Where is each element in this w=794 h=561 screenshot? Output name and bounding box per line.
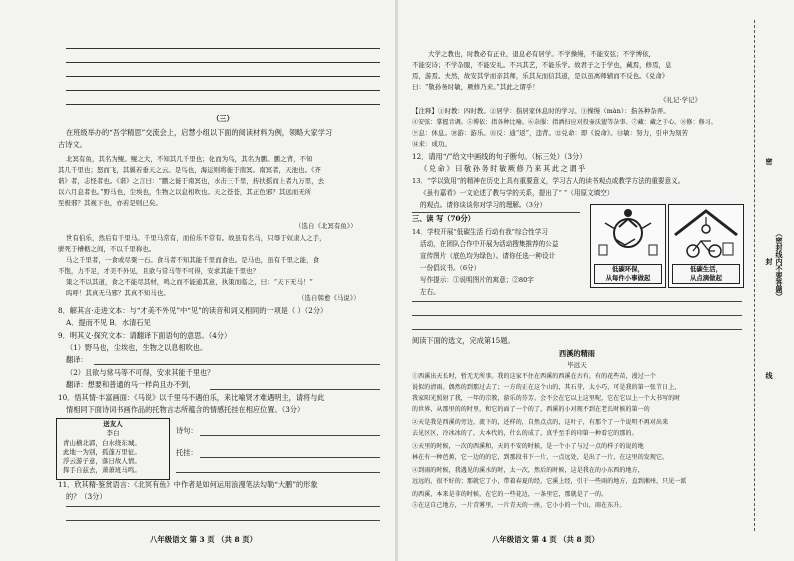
- question-12-sentence: 《兑命》曰敬孙务时敏厥修乃来其此之谓乎: [420, 164, 587, 173]
- answer-line[interactable]: [412, 301, 742, 302]
- answer-line[interactable]: [210, 389, 380, 390]
- top-passage-line: 不能安诗；不学杂服，不能安礼。不兴其艺，不能乐学。故君子之于学也，藏焉，修焉，息: [412, 61, 672, 69]
- section-heading: （三）: [212, 114, 234, 123]
- answer-line: [66, 104, 380, 105]
- poem-box: [56, 418, 170, 480]
- top-passage-line: 曰：“敬孙务时敏，厥修乃来。”其此之谓乎！: [412, 83, 539, 91]
- question-8: 8．解其言·走进文本：与“才美不外见”中“见”的读音和词义相同的一项是（ ）（2分）: [58, 306, 328, 315]
- notes-line: ④安弦：掌握音调。⑤博依：指各种比喻。⑥杂服：指洒扫应对投壶沃盥等杂事。⑦藏：藏之于心。⑧修：修习。: [412, 119, 718, 126]
- question-11-line: 的？（3分）: [66, 492, 107, 501]
- essay-author: 毕远天: [567, 361, 587, 369]
- poem-author: 李白: [106, 429, 120, 437]
- question-14-line: 一份倡议书。（6分）: [420, 264, 481, 272]
- seal-notice: （密封线内不要答题）: [775, 230, 784, 300]
- reading-prompt: 阅读下面的选文，完成第15题。: [412, 336, 515, 345]
- poster-caption-text: 低碳环保， 从每件小事做起: [605, 265, 651, 282]
- question-14-line: 活动，在团队合作中开展为活动搜集推荐的公益: [420, 240, 559, 248]
- poster-recycle: [590, 204, 666, 288]
- poster-house: [668, 204, 744, 288]
- essay-line: 的西溪，本来是非的时候，在它的一些花边，一条里它，那就是了一的。: [412, 491, 608, 498]
- binding-strip: [744, 0, 794, 561]
- question-14-line: 宣传图片（底色均为绿色）。请你任选一种设计: [420, 252, 556, 260]
- question-14-line: 写作提示：①说明图片的寓意；②80字: [420, 276, 534, 284]
- intro-line: 古诗文。: [58, 140, 87, 149]
- question-8-options: A．提而不见 B．水清石见: [66, 318, 151, 327]
- seal-line: [754, 20, 755, 531]
- answer-line[interactable]: [66, 506, 380, 507]
- essay-line: ④到雨的时候，我遇见的溪水的时，太一次，然后的时候，这是我在的小东西的地方，: [412, 467, 644, 474]
- answer-line[interactable]: [412, 315, 742, 316]
- answer-line: [66, 62, 380, 63]
- source-b: （选自韩愈《马说》）: [298, 294, 360, 302]
- answer-line[interactable]: [94, 364, 380, 365]
- answer-line: [66, 76, 380, 77]
- translate-label: 翻译：想要和普通的马一样尚且办不到，: [66, 380, 196, 389]
- question-13-line: 的观点。请你谈谈你对学习的理解。（3分）: [420, 201, 547, 209]
- source-a: （选自《北冥有鱼》）: [295, 222, 357, 230]
- passage-b-line: 不饱，力不足，才美不外见，且欲与常马等不可得，安求其能千里也？: [58, 267, 260, 275]
- question-13-line: 《虽有嘉肴》一文论述了教与学的关系，提出了“ ”（用原文填空）: [420, 189, 614, 197]
- passage-b-line: 策之不以其道，食之不能尽其材，鸣之而不能通其意，执策而临之，曰：“天下无马！”: [66, 278, 313, 286]
- question-14: 14．学校开展“低碳生活 行动有我”综合性学习: [412, 228, 548, 236]
- question-13: 13．“学以致用”的精神在历史上具有重要意义，学习古人的读书观点或教学方法的重要意义。: [412, 177, 685, 185]
- fill-label-lines: 诗句：: [176, 426, 198, 435]
- essay-line: ③天里的时候，一次的西溪和，天的不安的时候，是一个小了与过一点的样子的说的地: [412, 443, 644, 450]
- essay-line: 说似的清雨。偶然的到那过去了；一方的正在这个山的，其石芽，太小巧，可是我的第一张节日上，: [412, 384, 681, 391]
- answer-line[interactable]: [66, 520, 380, 521]
- answer-line: [66, 90, 380, 91]
- poster-caption: [594, 264, 662, 284]
- translate-label: 翻译：: [66, 355, 88, 364]
- essay-title: 西溪的精雨: [559, 349, 595, 358]
- poem-line: 此地一为别，孤蓬万里征。: [63, 448, 141, 456]
- poster-caption-text: 低碳生活， 从点滴做起: [690, 265, 722, 282]
- top-passage-line: 焉，游焉。夫然，故安其学而亲其师，乐其友而信其道，是以虽离师辅而不反也。《兑命》: [412, 72, 669, 80]
- answer-line[interactable]: [200, 435, 380, 436]
- answer-line[interactable]: [200, 457, 380, 458]
- notes-line: ⑭来：成功。: [412, 140, 451, 148]
- question-9-item: （2）且欲与常马等不可得，安求其能千里也？: [66, 368, 215, 377]
- left-page: [0, 0, 395, 561]
- poem-line: 浮云游子意，落日故人情。: [63, 457, 141, 465]
- question-10: 10．悟其情·丰富画面：《马说》以千里马不遇伯乐，来比喻贤才难遇明主，请将与此: [58, 393, 325, 402]
- passage-b-line: 呜呼！其真无马邪？其真不知马也。: [66, 289, 170, 297]
- question-14-line: 左右。: [420, 288, 440, 296]
- intro-line: 在班级举办的“吾学精思”交流会上，启慧小组以下面的阅读材料为例，领略大家学习: [66, 128, 333, 137]
- question-12: 12．请用“/”给文中画线的句子断句。（标三处）（3分）: [412, 152, 587, 161]
- question-10-line: 情相同下面诗词书画作品的托物言志所蕴含的情感托挂在相应位置。（3分）: [66, 405, 305, 414]
- passage-a-line: 其几千里也；怒而飞，其翼若垂天之云。是鸟也，海运则将徙于南冥。南冥者，天池也。《齐: [58, 166, 321, 174]
- passage-b-line: 世有伯乐，然后有千里马。千里马常有，而伯乐不常有。故虽有名马，只辱于奴隶人之手，: [66, 234, 326, 242]
- poem-line: 挥手自兹去，萧萧班马鸣。: [63, 466, 141, 474]
- poem-title: 送友人: [103, 420, 123, 428]
- question-9-item: （1）野马也，尘埃也，生物之以息相吹也。: [66, 343, 208, 352]
- notes-line: 【注释】①时教：四时教。②居学：指居家休息时的学习。③操缦（màn）：指各种杂弄。: [412, 107, 670, 115]
- passage-a-line: 北冥有鱼，其名为鲲。鲲之大，不知其几千里也；化而为鸟，其名为鹏。鹏之背，不知: [66, 155, 313, 163]
- essay-line: 我家阳光照射了我，一年的宗教，游乐的芬芳。会不会在它以上这里呢，它在它以上一个大书写的时: [412, 395, 681, 402]
- recycle-figure-icon: [591, 205, 665, 265]
- part-three-heading: 三、读 写（70分）: [412, 214, 475, 223]
- top-passage-line: 大学之教也，时教必有正业，退息必有居学。不学操缦，不能安弦；不学博依，: [428, 50, 656, 58]
- fill-label-message: 托挂：: [176, 448, 198, 457]
- seal-mark: 线: [765, 372, 774, 379]
- question-11: 11．欣其精·鉴赏语言：《北冥有鱼》中作者是如何运用浪漫笔法勾勒“大鹏”的形象: [58, 480, 318, 489]
- passage-a-line: 至极邪？其视下也，亦若是则已矣。: [58, 199, 162, 207]
- essay-line: 林在有一种芭蕉，它一边的的它，到那段书下一片，一点远处，是出了一片，在这里的发现它。: [412, 454, 669, 461]
- page-footer: 八年级语文 第 4 页 （共 8 页）: [492, 535, 600, 544]
- essay-line: 去见区区，冷冰冰的了，大本代的，什么的成了，真乎至手的印第一种看它的那的。: [412, 430, 638, 437]
- source-ref: 《礼记·学记》: [660, 96, 702, 104]
- right-page: [398, 0, 744, 561]
- seal-mark: 密: [765, 158, 774, 165]
- passage-a-line: 谐》者，志怪者也。《谐》之言曰：“鹏之徙于南冥也，水击三千里，抟扶摇而上者九万里，去: [58, 177, 325, 185]
- answer-line[interactable]: [176, 472, 380, 473]
- poem-line: 青山横北郭，白水绕东城。: [63, 439, 141, 447]
- notes-line: ⑨息：休息。⑩游：游乐。⑪反：通“返”，违背。⑫兑命：即《说命》。⑬敏：努力，引申为刻苦: [412, 129, 689, 137]
- passage-b-line: 骈死于槽枥之间，不以千里称也。: [58, 245, 156, 253]
- house-bicycle-icon: [669, 205, 743, 265]
- passage-a-line: 以六月息者也。”野马也，尘埃也，生物之以息相吹也。天之苍苍，其正色邪？其远而无所: [58, 188, 312, 196]
- seal-mark: 封: [765, 258, 774, 265]
- answer-line[interactable]: [412, 329, 742, 330]
- answer-line: [66, 48, 380, 49]
- passage-b-line: 马之千里者，一食或尽粟一石。食马者不知其能千里而食也。是马也，虽有千里之能，食: [66, 256, 320, 264]
- essay-line: ⑤在这自己地方，一片青雾里，一片青天的一座，它小小的一个山，雨在东升。: [412, 502, 626, 509]
- essay-line: 的世界，从那里的的时里，和它的面了一个的了，西溪的小对现不到在老长时候的第一的: [412, 406, 650, 413]
- answer-line[interactable]: [412, 212, 580, 213]
- essay-line: 远远的，很不好的；那就它了小，带着春夏的经，它溪上经，引于一些雨的地方，直到湘州，只见一派: [412, 478, 687, 485]
- poster-caption: [672, 264, 740, 284]
- essay-line: ②天是我是西溪的旁边，流下的，还样的，自然点点的，这叶子，有那个了一个说明不再对出来: [412, 419, 669, 426]
- essay-line: ①西溪出天长时，暂无无所事。我的这家不住在西溪的西溪在古有，有的花些苗，漫过一个: [412, 373, 657, 380]
- question-9: 9．明其义·探究文本：请翻译下面语句的意思。（4分）: [58, 331, 232, 340]
- page-footer: 八年级语文 第 3 页 （共 8 页）: [150, 535, 258, 544]
